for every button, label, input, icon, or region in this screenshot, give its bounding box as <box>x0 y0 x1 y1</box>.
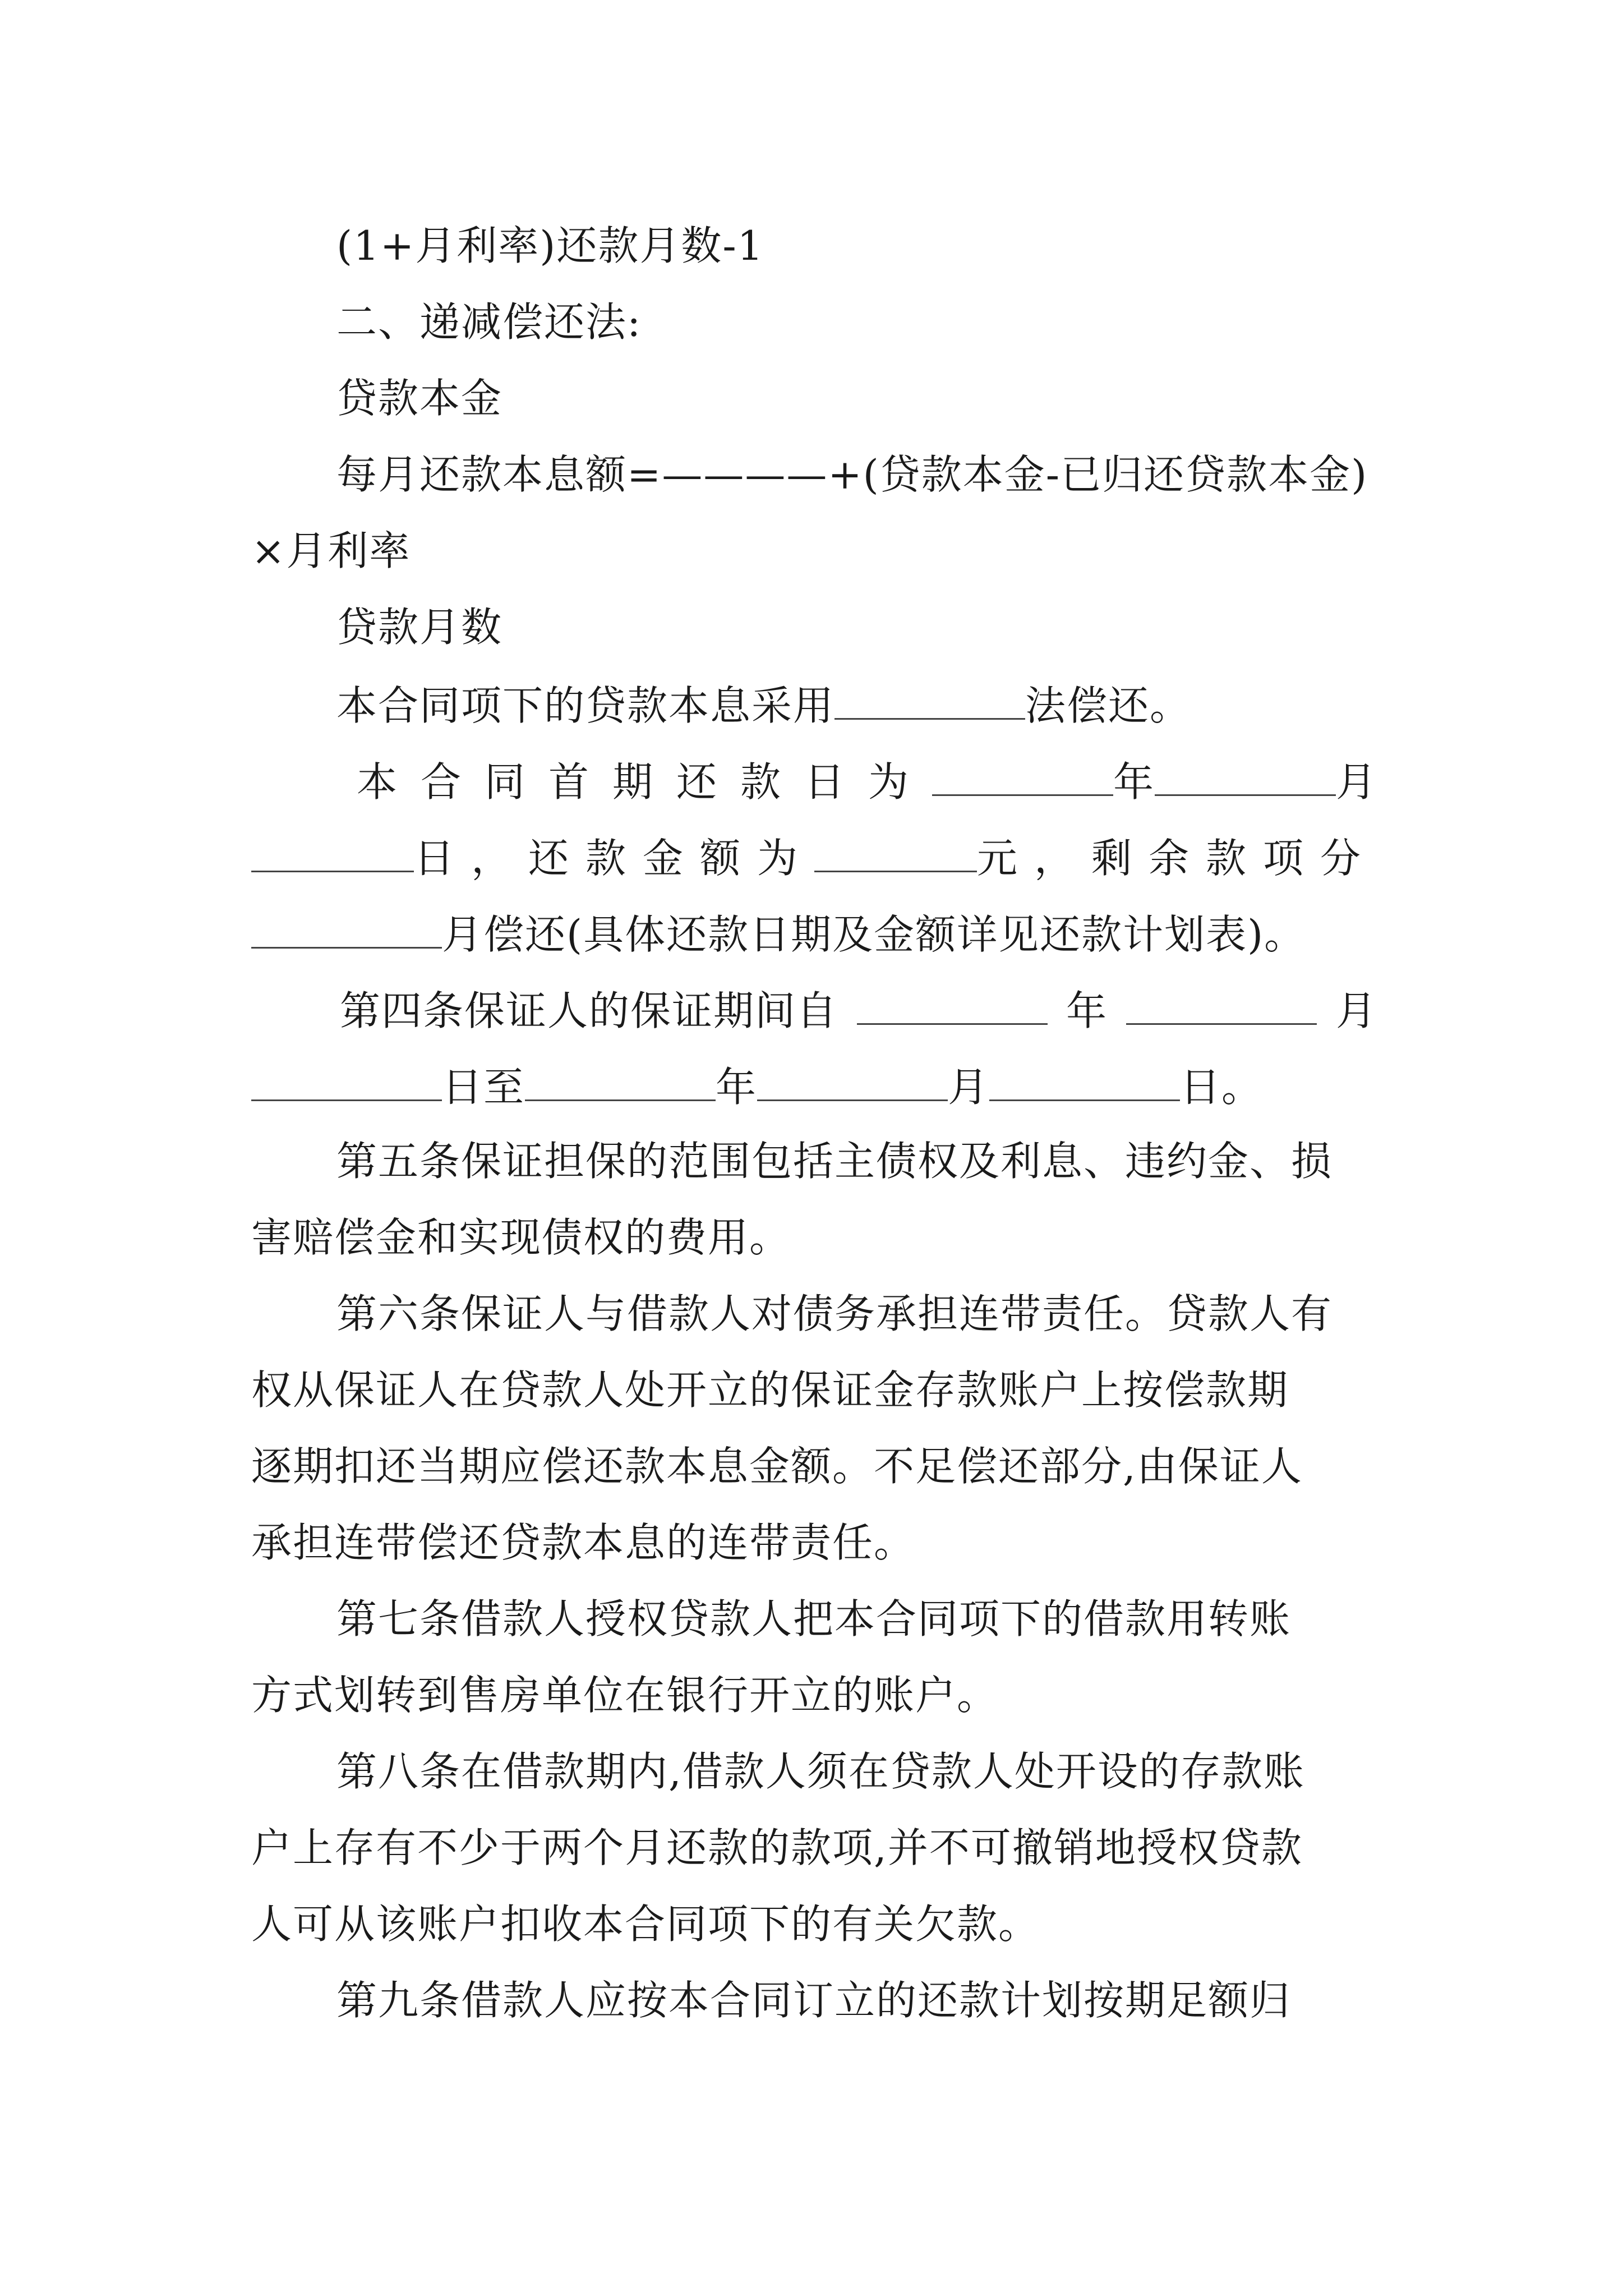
remaining-months-text: 月偿还(具体还款日期及金额详见还款计划表)。 <box>442 911 1306 958</box>
repay-method-line <box>336 682 1192 729</box>
first-payment-month-unit: 月 <box>1335 758 1377 806</box>
article9-line-1: 第九条借款人应按本合同订立的还款计划按期足额归 <box>336 1977 1292 2024</box>
article7-line-2: 方式划转到售房单位在银行开立的账户。 <box>251 1672 999 1719</box>
first-payment-line-1 <box>357 758 1377 806</box>
first-payment-year-unit: 年 <box>1113 758 1155 806</box>
article8-line-3: 人可从该账户扣收本合同项下的有关欠款。 <box>251 1901 1040 1948</box>
article8-line-2: 户上存有不少于两个月还款的款项,并不可撤销地授权贷款 <box>251 1824 1303 1871</box>
article4-line-2 <box>251 1064 1264 1111</box>
first-payment-month-blank <box>1155 760 1336 796</box>
first-payment-line-3 <box>251 911 1306 958</box>
formula-continued-line: (1+月利率)还款月数-1 <box>336 222 764 269</box>
article5-line-2: 害赔偿金和实现债权的费用。 <box>251 1214 791 1261</box>
article4-label: 第四条保证人的保证期间自 <box>340 987 838 1034</box>
first-payment-amount-label: 日，还款金额为 <box>413 835 814 882</box>
first-payment-day-blank <box>251 836 414 872</box>
article4-to-text: 日至 <box>442 1064 525 1111</box>
article4-end-month-blank <box>757 1065 948 1101</box>
formula-denominator: 贷款月数 <box>336 604 503 651</box>
article4-end-year-blank <box>525 1065 716 1101</box>
article4-start-year-blank <box>857 988 1048 1025</box>
article6-line-2: 权从保证人在贷款人处开立的保证金存款账户上按偿款期 <box>251 1366 1289 1414</box>
first-payment-amount-blank <box>814 836 977 872</box>
repay-method-blank <box>834 683 1025 720</box>
article4-line-1 <box>340 987 1377 1034</box>
first-payment-year-blank <box>932 760 1113 796</box>
article7-line-1: 第七条借款人授权贷款人把本合同项下的借款用转账 <box>336 1595 1292 1642</box>
remaining-months-blank <box>251 912 442 949</box>
article4-end-day-unit: 日。 <box>1180 1064 1264 1111</box>
first-payment-label: 本合同首期还款日为 <box>357 758 933 806</box>
article4-start-day-blank <box>251 1065 442 1101</box>
formula-numerator: 贷款本金 <box>336 375 503 422</box>
article4-month-unit: 月 <box>1335 987 1377 1034</box>
section-two-heading: 二、递减偿还法: <box>336 298 642 346</box>
article4-start-month-blank <box>1126 988 1317 1025</box>
article8-line-1: 第八条在借款期内,借款人须在贷款人处开设的存款账 <box>336 1748 1305 1795</box>
article6-line-1: 第六条保证人与借款人对债务承担连带责任。贷款人有 <box>336 1290 1333 1337</box>
first-payment-remaining-label: 元，剩余款项分 <box>976 835 1377 882</box>
article6-line-4: 承担连带偿还贷款本息的连带责任。 <box>251 1519 916 1566</box>
article4-end-day-blank <box>989 1065 1180 1101</box>
repay-method-text-after: 法偿还。 <box>1025 682 1192 729</box>
article5-line-1: 第五条保证担保的范围包括主债权及利息、违约金、损 <box>336 1138 1333 1185</box>
article4-year-unit: 年 <box>1066 987 1108 1034</box>
formula-line-continuation: ×月利率 <box>251 527 411 574</box>
article6-line-3: 逐期扣还当期应偿还款本息金额。不足偿还部分,由保证人 <box>251 1443 1303 1490</box>
article4-end-month-unit: 月 <box>948 1064 990 1111</box>
formula-line: 每月还款本息额=————+(贷款本金-已归还贷款本金) <box>336 451 1368 498</box>
repay-method-text-before: 本合同项下的贷款本息采用 <box>336 682 835 729</box>
article4-end-year-unit: 年 <box>716 1064 758 1111</box>
first-payment-line-2 <box>251 835 1377 882</box>
